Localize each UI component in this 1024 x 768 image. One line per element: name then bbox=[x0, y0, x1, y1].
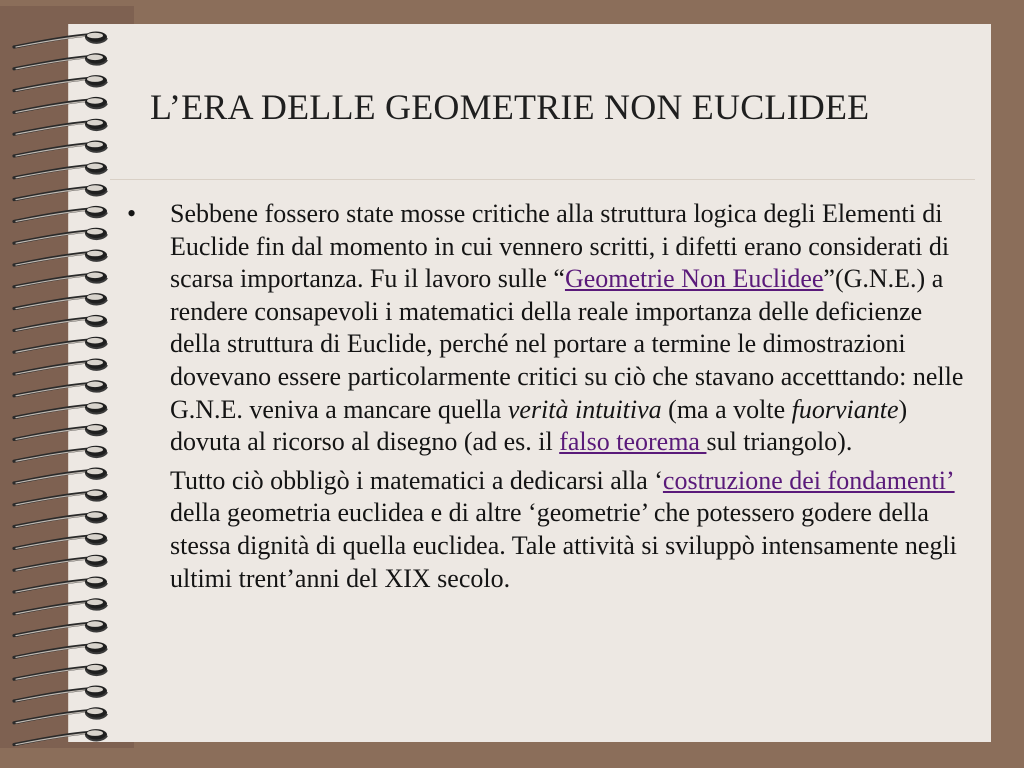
binding-ring bbox=[14, 32, 107, 48]
link-geometrie-non-euclidee[interactable]: Geometrie Non Euclidee bbox=[564, 264, 824, 294]
binding-ring bbox=[14, 664, 107, 680]
binding-ring bbox=[14, 707, 107, 723]
binding-ring bbox=[14, 577, 107, 593]
binding-ring bbox=[14, 729, 107, 745]
binding-ring bbox=[14, 424, 107, 440]
binding-ring bbox=[14, 250, 107, 266]
emphasis-fuorviante: fuorviante bbox=[791, 394, 899, 424]
link-falso-teorema[interactable]: falso teorema bbox=[559, 427, 707, 457]
binding-ring bbox=[14, 206, 107, 222]
paragraph-1-text-d: ) dovuta al ricorso al disegno (ad es. il bbox=[170, 394, 908, 457]
slide-body bbox=[127, 198, 970, 595]
emphasis-verita-intuitiva: verità intuitiva bbox=[507, 394, 662, 424]
title-divider bbox=[110, 179, 975, 180]
paragraph-1-text-b: ”(G.N.E.) a rendere consapevoli i matematici della reale importanza delle deficienze della struttura di Euclide, perché nel portare a termine le dimostrazioni dovevano essere particolarmente critici su ciò che stavano accetttando: nelle G.N.E. veniva a mancare quella bbox=[170, 264, 964, 424]
binding-ring bbox=[14, 315, 107, 331]
binding-ring bbox=[14, 141, 107, 157]
binding-ring bbox=[14, 533, 107, 549]
binding-ring bbox=[14, 293, 107, 309]
binding-ring bbox=[14, 468, 107, 484]
paragraph-2-text-b: della geometria euclidea e di altre ‘geometrie’ che potessero godere della stessa dignità di quella euclidea. Tale attività si sviluppò intensamente negli ultimi trent’anni del XIX secolo. bbox=[170, 498, 957, 593]
paragraph-1-text-a: Sebbene fossero state mosse critiche alla struttura logica degli Elementi di Euclide fin dal momento in cui vennero scritti, i difetti erano considerati di scarsa importanza. Fu il lavoro sulle “ bbox=[170, 199, 950, 294]
binding-ring bbox=[14, 620, 107, 636]
paragraph-2-text-a: Tutto ciò obbligò i matematici a dedicarsi alla ‘ bbox=[170, 465, 663, 495]
link-costruzione-dei-fondamenti[interactable]: costruzione dei fondamenti’ bbox=[662, 465, 955, 495]
binding-ring bbox=[14, 555, 107, 571]
paragraph-2 bbox=[170, 465, 970, 595]
binding-ring bbox=[14, 337, 107, 353]
binding-ring bbox=[14, 271, 107, 287]
binding-ring bbox=[14, 402, 107, 418]
binding-ring bbox=[14, 446, 107, 462]
binding-ring bbox=[14, 75, 107, 91]
binding-ring bbox=[14, 53, 107, 69]
binding-ring bbox=[14, 184, 107, 200]
binding-ring bbox=[14, 380, 107, 396]
spiral-binding-icon bbox=[0, 0, 120, 768]
binding-ring bbox=[14, 119, 107, 135]
binding-ring bbox=[14, 686, 107, 702]
slide-title: L’ERA DELLE GEOMETRIE NON EUCLIDEE bbox=[150, 87, 870, 127]
paragraph-1 bbox=[170, 198, 970, 459]
binding-ring bbox=[14, 162, 107, 178]
binding-ring bbox=[14, 359, 107, 375]
binding-ring bbox=[14, 228, 107, 244]
bullet-marker: • bbox=[127, 199, 137, 228]
binding-ring bbox=[14, 97, 107, 113]
paragraph-1-text-c: (ma a volte bbox=[661, 394, 792, 424]
binding-ring bbox=[14, 511, 107, 527]
binding-ring bbox=[14, 489, 107, 505]
binding-ring bbox=[14, 598, 107, 614]
paragraph-1-text-e: sul triangolo). bbox=[706, 427, 853, 457]
binding-ring bbox=[14, 642, 107, 658]
